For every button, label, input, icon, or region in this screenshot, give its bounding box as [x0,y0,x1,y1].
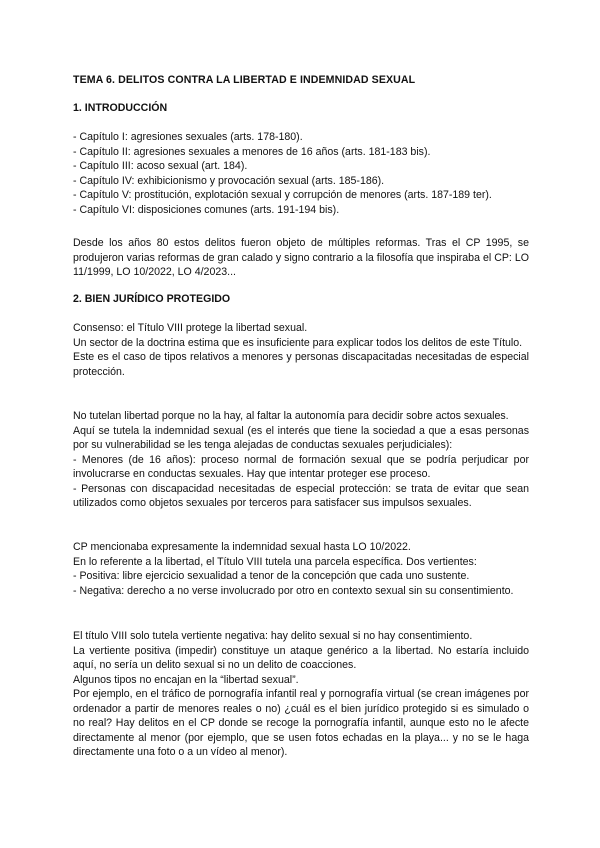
paragraph-line: El título VIII solo tutela vertiente negativa: hay delito sexual si no hay consentimiento. [73,630,473,642]
paragraph-block-2 [73,409,529,511]
list-item: - Capítulo VI: disposiciones comunes (arts. 191-194 bis). [73,203,340,216]
chapter-list [73,130,533,217]
section-heading-introduccion: 1. INTRODUCCIÓN [73,102,168,114]
list-item: - Capítulo IV: exhibicionismo y provocación sexual (arts. 185-186). [73,174,385,187]
paragraph-line: Por ejemplo, en el tráfico de pornografía infantil real y pornografía virtual (se crean imágenes por ordenador a partir de menores reales o no) ¿cuál es el bien jurídico protegido si es simulado o no real? Hay delitos en el CP donde se recoge la pornografía infantil, aunque esto no le afecte directamente al menor (por ejemplo, que se usen fotos echadas en la playa... y no se le haga directamente una foto o a un vídeo al menor). [73,688,529,758]
paragraph-block-1 [73,321,529,379]
paragraph-line: - Menores (de 16 años): proceso normal de formación sexual que se podría perjudicar por involucrarse en conductas sexuales. Hay que intentar proteger ese proceso. [73,453,529,480]
list-item: - Capítulo V: prostitución, explotación sexual y corrupción de menores (arts. 187-189 ter). [73,189,492,201]
document-title: TEMA 6. DELITOS CONTRA LA LIBERTAD E INDEMNIDAD SEXUAL [73,74,416,86]
intro-paragraph [73,236,529,280]
section-heading-bien-juridico: 2. BIEN JURÍDICO PROTEGIDO [73,293,231,305]
paragraph-line: Consenso: el Título VIII protege la libertad sexual. [73,322,308,334]
paragraph-line: Algunos tipos no encajan en la “libertad sexual”. [73,673,299,686]
paragraph-line: No tutelan libertad porque no la hay, al faltar la autonomía para decidir sobre actos sexuales. [73,410,509,422]
paragraph-block-4 [73,629,529,760]
list-item: - Capítulo II: agresiones sexuales a menores de 16 años (arts. 181-183 bis). [73,145,431,158]
paragraph-line: En lo referente a la libertad, el Título VIII tutela una parcela específica. Dos vertientes: [73,555,477,568]
list-item: - Capítulo III: acoso sexual (art. 184). [73,160,248,172]
paragraph-line: Aquí se tutela la indemnidad sexual (es el interés que tiene la sociedad a que a esas personas por su vulnerabilidad se les tenga alejadas de conductas sexuales perjudiciales): [73,424,529,451]
paragraph-line: Un sector de la doctrina estima que es insuficiente para explicar todos los delitos de este Título. [73,336,523,349]
paragraph-line: CP mencionaba expresamente la indemnidad sexual hasta LO 10/2022. [73,541,411,553]
paragraph-line: Este es el caso de tipos relativos a menores y personas discapacitadas necesitadas de especial protección. [73,351,529,378]
paragraph-line: - Positiva: libre ejercicio sexualidad a tenor de la concepción que cada uno sustente. [73,570,470,582]
paragraph-line: La vertiente positiva (impedir) constituye un ataque genérico a la libertad. No estaría incluido aquí, no sería un delito sexual si no un delito de coacciones. [73,644,529,671]
paragraph-block-3 [73,540,529,598]
paragraph-line: - Negativa: derecho a no verse involucrado por otro en contexto sexual sin su consentimiento. [73,584,514,597]
list-item: - Capítulo I: agresiones sexuales (arts. 178-180). [73,131,303,143]
paragraph-line: - Personas con discapacidad necesitadas de especial protección: se trata de evitar que sean utilizados como objetos sexuales por terceros para satisfacer sus impulsos sexuales. [73,482,529,509]
paragraph-text: Desde los años 80 estos delitos fueron objeto de múltiples reformas. Tras el CP 1995, se produjeron varias reformas de gran calado y signo contrario a la filosofía que inspiraba el CP: LO 11/1999, LO 10/2022, LO 4/2023... [73,237,529,278]
